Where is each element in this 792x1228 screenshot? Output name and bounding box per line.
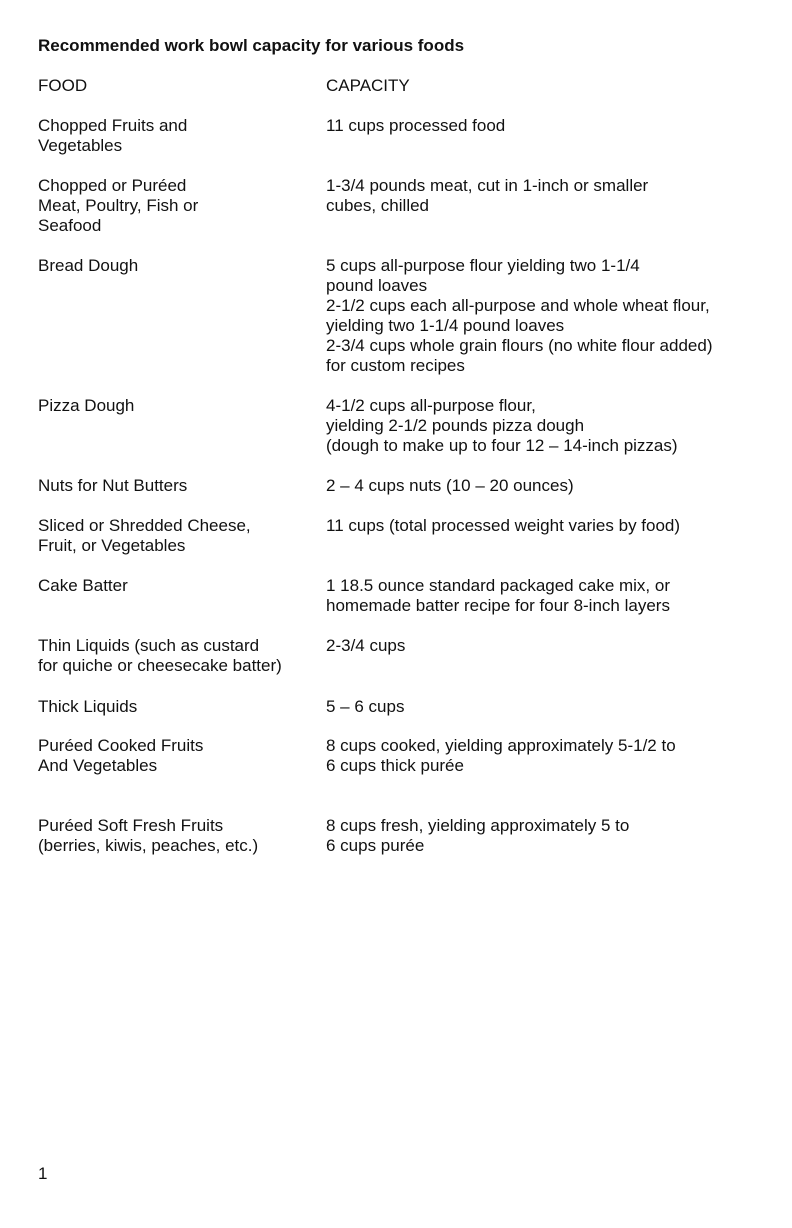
capacity-cell: 1-3/4 pounds meat, cut in 1-inch or smaller cubes, chilled [326, 176, 649, 215]
capacity-cell: 5 – 6 cups [326, 697, 405, 716]
capacity-cell: 11 cups processed food [326, 116, 506, 135]
food-cell: Puréed Cooked Fruits And Vegetables [38, 736, 204, 775]
capacity-cell: 1 18.5 ounce standard packaged cake mix, or homemade batter recipe for four 8-inch layers [326, 576, 670, 615]
capacity-cell: 2-3/4 cups [326, 636, 406, 655]
food-cell: Cake Batter [38, 576, 128, 595]
food-cell: Sliced or Shredded Cheese, Fruit, or Vegetables [38, 516, 251, 555]
food-cell: Chopped or Puréed Meat, Poultry, Fish or Seafood [38, 176, 199, 235]
food-cell: Puréed Soft Fresh Fruits (berries, kiwis, peaches, etc.) [38, 816, 259, 855]
food-cell: Chopped Fruits and Vegetables [38, 116, 188, 155]
capacity-column-header: CAPACITY [326, 76, 410, 95]
food-cell: Pizza Dough [38, 396, 135, 415]
food-cell: Nuts for Nut Butters [38, 476, 188, 495]
capacity-cell: 11 cups (total processed weight varies by food) [326, 516, 681, 535]
food-cell: Bread Dough [38, 256, 139, 275]
page-number: 1 [38, 1164, 48, 1183]
food-cell: Thick Liquids [38, 697, 138, 716]
food-column-header: FOOD [38, 76, 88, 95]
capacity-cell: 4-1/2 cups all-purpose flour, yielding 2-1/2 pounds pizza dough (dough to make up to four 12 – 14-inch pizzas) [326, 396, 678, 455]
capacity-cell: 5 cups all-purpose flour yielding two 1-1/4 pound loaves 2-1/2 cups each all-purpose and whole wheat flour, yielding two 1-1/4 pound loaves 2-3/4 cups whole grain flours (no white flour added) for custom recipes [326, 256, 713, 375]
food-cell: Thin Liquids (such as custard for quiche or cheesecake batter) [38, 636, 282, 675]
capacity-cell: 2 – 4 cups nuts (10 – 20 ounces) [326, 476, 574, 495]
capacity-cell: 8 cups fresh, yielding approximately 5 to 6 cups purée [326, 816, 630, 855]
page-title: Recommended work bowl capacity for various foods [38, 36, 465, 55]
capacity-cell: 8 cups cooked, yielding approximately 5-1/2 to 6 cups thick purée [326, 736, 676, 775]
